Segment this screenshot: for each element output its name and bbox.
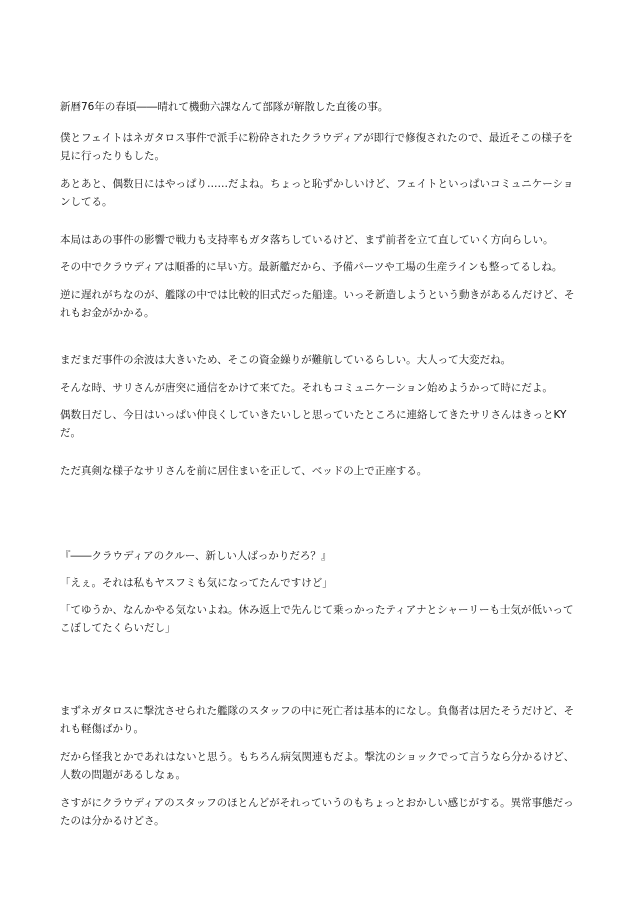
dialogue-line: 『――クラウディアのクルー、新しい人ばっかりだろ？』 [60, 550, 332, 562]
paragraph: あとあと、偶数日にはやっぱり……だよね。ちょっと恥ずかしいけど、フェイトといっぱいコミュニケーションしてる。 [60, 178, 574, 208]
paragraph: そんな時、サリさんが唐突に通信をかけて来てた。それもコミュニケーション始めようかって時にだよ。 [60, 382, 553, 394]
paragraph: 本局はあの事件の影響で戦力も支持率もガタ落ちしているけど、まず前者を立て直していく方向らしい。 [60, 234, 554, 246]
paragraph: 新暦76年の春頃――晴れて機動六課なんて部隊が解散した直後の事。 [60, 101, 389, 113]
paragraph: ただ真剣な様子なサリさんを前に居住まいを正して、ベッドの上で正座する。 [60, 465, 428, 477]
dialogue-line: 「てゆうか、なんかやる気ないよね。休み返上で先んじて乗っかったティアナとシャーリーも士気が低いってこぼしてたくらいだし」 [60, 604, 574, 634]
paragraph: だから怪我とかであれはないと思う。もちろん病気関連もだよ。撃沈のショックでって言うなら分かるけど、人数の問題があるしなぁ。 [60, 751, 575, 781]
paragraph: その中でクラウディアは順番的に早い方。最新艦だから、予備パーツや工場の生産ラインも整ってるしね。 [60, 261, 563, 273]
paragraph: まだまだ事件の余波は大きいため、そこの資金繰りが難航しているらしい。大人って大変だね。 [60, 354, 512, 366]
dialogue-line: 「えぇ。それは私もヤスフミも気になってたんですけど」 [60, 577, 333, 589]
paragraph: 僕とフェイトはネガタロス事件で派手に粉砕されたクラウディアが即行で修復されたので、最近そこの様子を見に行ったりもした。 [60, 132, 573, 162]
paragraph: さすがにクラウディアのスタッフのほとんどがそれっていうのもちょっとおかしい感じがする。異常事態だったのは分かるけどさ。 [60, 797, 574, 827]
paragraph: 偶数日だし、今日はいっぱい仲良くしていきたいしと思っていたところに連絡してきたサリさんはきっとKYだ。 [60, 409, 567, 439]
paragraph: まずネガタロスに撃沈させられた艦隊のスタッフの中に死亡者は基本的になし。負傷者は居たそうだけど、それも軽傷ばかり。 [60, 705, 575, 735]
paragraph: 逆に遅れがちなのが、艦隊の中では比較的旧式だった船達。いっそ新造しようという動きがあるんだけど、それもお金がかかる。 [60, 289, 575, 319]
